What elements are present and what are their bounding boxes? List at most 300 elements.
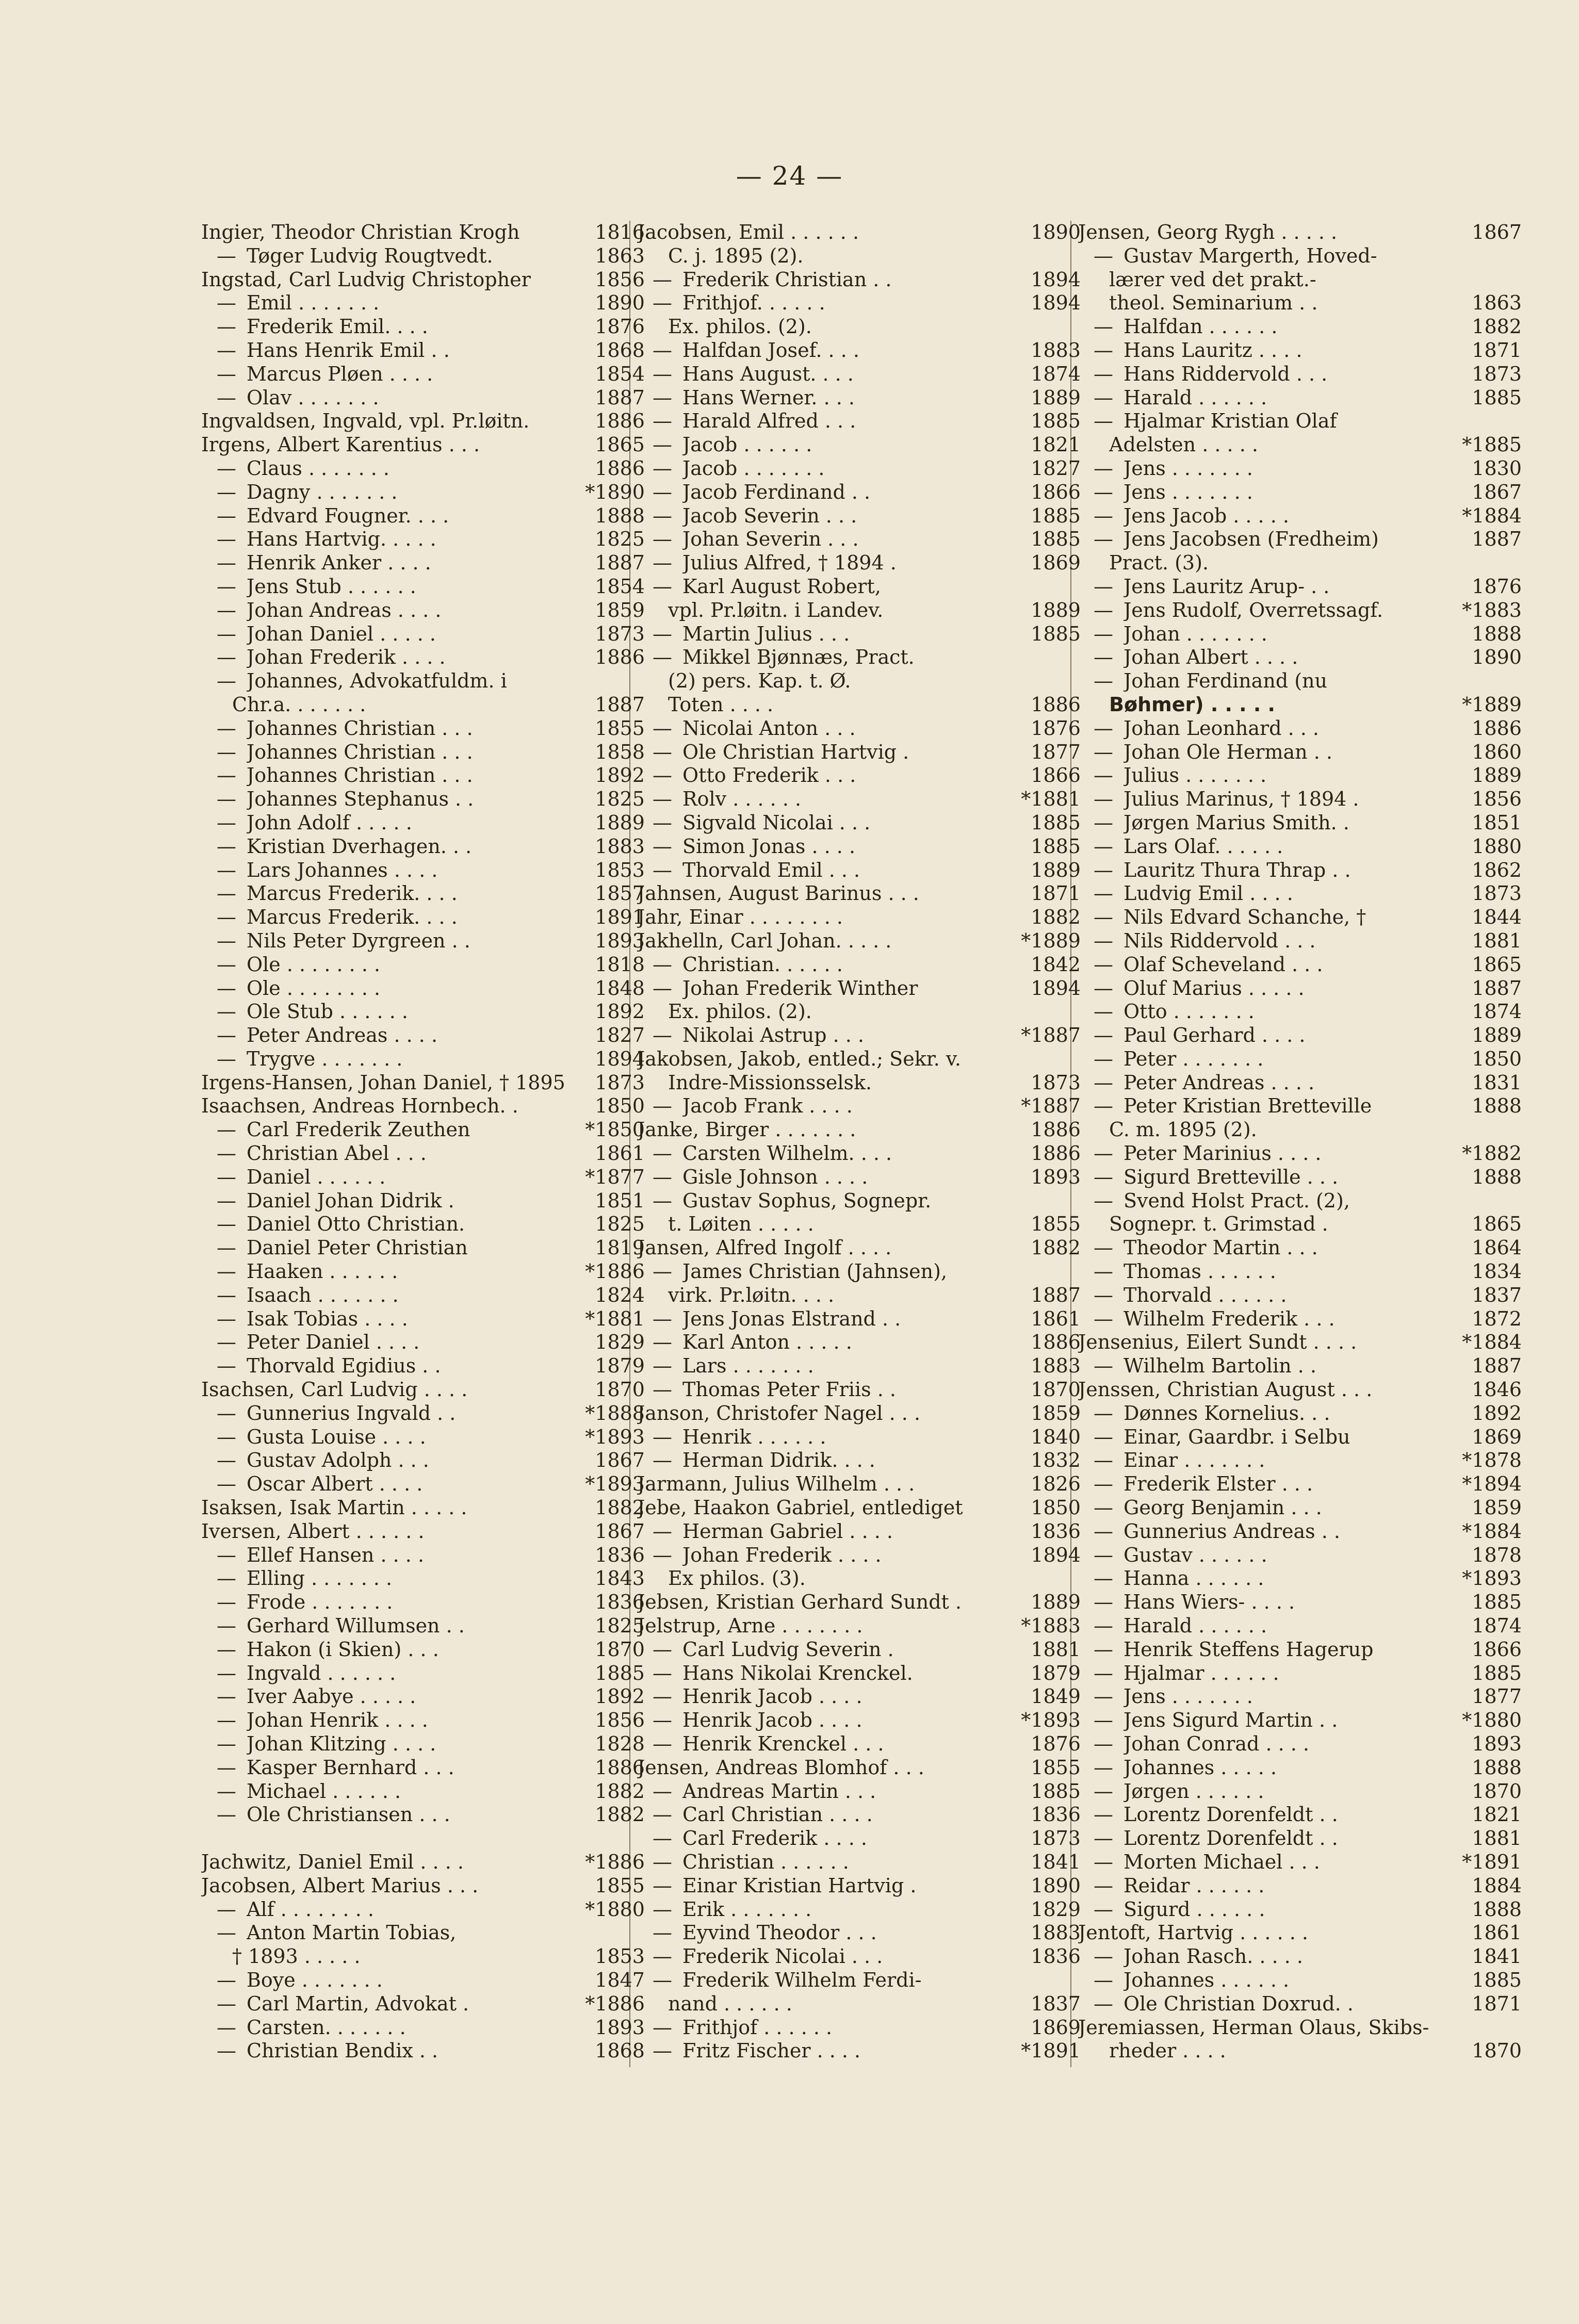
entry-year: 1887 [1472,1354,1522,1378]
entry-name: Jensen, Andreas Blomhof . . . [637,1756,924,1779]
entry-name: Jens Sigurd Martin . . [1124,1709,1338,1732]
ditto-dash: — [653,1024,672,1047]
entry-year: 1825 [595,528,645,551]
ditto-dash: — [1094,1425,1113,1448]
ditto-dash: — [1094,740,1113,763]
entry-year: 1894 [1031,976,1081,1000]
entry-name: James Christian (Jahnsen), [682,1260,948,1283]
entry-name: Johan Frederik . . . . [247,646,446,669]
register-entry [1078,410,1522,433]
ditto-dash: — [217,551,236,575]
ditto-dash: — [217,858,236,881]
entry-name: C. j. 1895 (2). [668,244,804,267]
register-entry [201,764,645,788]
register-entry [1078,1307,1522,1331]
ditto-dash: — [1094,1000,1113,1023]
entry-name: Ole Christiansen . . . [247,1803,450,1826]
entry-year: 1894 [595,1047,645,1070]
entry-name: Chr.a. . . . . . . [232,693,366,716]
entry-name: Trygve . . . . . . . [247,1047,403,1070]
register-entry [201,646,645,669]
register-entry [201,882,645,906]
entry-year: 1850 [1472,1047,1522,1070]
entry-name: C. m. 1895 (2). [1109,1118,1257,1141]
column-1 [201,221,645,2063]
register-entry [1109,268,1522,292]
register-entry [201,481,645,504]
register-entry [201,1426,645,1449]
entry-year: 1890 [1472,646,1522,669]
entry-name: Ole Christian Doxrud. . [1124,1992,1354,2015]
register-entry [1078,1189,1522,1213]
ditto-dash: — [217,1331,236,1354]
register-entry [637,1520,1081,1544]
register-entry [201,1567,645,1591]
ditto-dash: — [217,338,236,362]
entry-name: Erik . . . . . . . [682,1897,812,1921]
ditto-dash: — [1094,882,1113,905]
entry-name: Jens . . . . . . . [1124,456,1253,480]
entry-year: 1889 [1031,858,1081,881]
register-entry [1078,315,1522,339]
register-entry [201,1685,645,1709]
entry-name: Hans Werner. . . . [682,386,855,409]
entry-year: 1867 [1472,480,1522,503]
entry-year: 1883 [1031,338,1081,362]
entry-year: 1830 [1472,456,1522,480]
ditto-dash: — [1094,1024,1113,1047]
entry-year: 1881 [1472,929,1522,952]
entry-year: *1893 [1462,1567,1522,1590]
entry-name: Daniel Peter Christian [247,1236,468,1259]
ditto-dash: — [1094,1803,1113,1826]
entry-name: Jeremiassen, Herman Olaus, Skibs- [1078,2016,1429,2039]
register-entry [201,1284,645,1307]
register-entry [1078,1094,1522,1118]
entry-name: Frederik Elster . . . [1124,1472,1313,1496]
register-entry [1078,1000,1522,1024]
ditto-dash: — [217,1283,236,1306]
entry-name: Dagny . . . . . . . [247,480,398,503]
register-entry [1078,882,1522,906]
register-entry [201,1803,645,1827]
ditto-dash: — [1094,1709,1113,1732]
register-entry [637,1732,1081,1756]
entry-name: Isaachsen, Andreas Hornbech. . [201,1094,518,1118]
entry-name: Johan Albert . . . . [1124,646,1298,669]
entry-name: Jelstrup, Arne . . . . . . . [637,1614,863,1638]
ditto-dash: — [217,1591,236,1614]
entry-name: Kasper Bernhard . . . [247,1756,454,1779]
register-entry [1078,1945,1522,1969]
entry-year: *1889 [1462,693,1522,716]
register-entry [1078,788,1522,811]
entry-name: Jensen, Georg Rygh . . . . . [1078,221,1338,243]
ditto-dash: — [217,1047,236,1070]
ditto-dash: — [1094,1685,1113,1708]
ditto-dash: — [1094,1732,1113,1755]
entry-name: Jarmann, Julius Wilhelm . . . [637,1472,915,1496]
entry-year: 1850 [595,1094,645,1118]
register-entry [637,906,1081,929]
entry-year: 1888 [1472,1897,1522,1921]
register-entry [637,433,1081,457]
ditto-dash: — [217,882,236,905]
ditto-dash: — [1094,598,1113,621]
ditto-dash: — [217,2039,236,2063]
ditto-dash: — [217,504,236,527]
register-entry [637,1449,1081,1472]
register-entry [637,1166,1081,1189]
ditto-dash: — [217,1921,236,1944]
entry-year: 1882 [1031,906,1081,929]
entry-year: 1870 [595,1638,645,1661]
ditto-dash: — [653,338,672,362]
entry-name: Janson, Christofer Nagel . . . [637,1401,921,1425]
entry-name: theol. Seminarium . . [1109,291,1318,315]
register-entry [201,1213,645,1236]
register-entry [201,1166,645,1189]
ditto-dash: — [217,906,236,929]
entry-year: 1836 [1031,1945,1081,1968]
entry-year: 1836 [595,1543,645,1566]
ditto-dash: — [217,929,236,952]
register-entry [637,1780,1081,1804]
entry-name: Theodor Martin . . . [1124,1236,1318,1259]
entry-name: Jens Jonas Elstrand . . [682,1307,901,1330]
entry-year: 1855 [595,716,645,740]
entry-year: 1873 [595,622,645,645]
register-entry [668,1071,1081,1095]
register-entry [637,717,1081,741]
entry-year: 1887 [595,551,645,575]
ditto-dash: — [653,1519,672,1543]
register-entry [201,504,645,528]
entry-name: Irgens, Albert Karentius . . . [201,433,480,456]
entry-year: 1862 [1472,858,1522,881]
entry-name: Gunnerius Ingvald . . [247,1401,456,1425]
entry-name: Johan Severin . . . [682,528,859,551]
entry-name: Andreas Martin . . . [682,1779,876,1803]
entry-name: Christian . . . . . . [682,1850,849,1873]
entry-year: *1885 [1462,433,1522,456]
entry-year: 1861 [595,1142,645,1165]
entry-year: 1891 [595,906,645,929]
entry-year: 1889 [1472,764,1522,787]
register-entry [1078,977,1522,1001]
entry-name: Alf . . . . . . . . [247,1897,374,1921]
entry-name: Fritz Fischer . . . . [682,2039,861,2063]
entry-year: 1873 [1472,882,1522,905]
ditto-dash: — [217,1236,236,1259]
ditto-dash: — [217,834,236,858]
entry-name: Otto . . . . . . . [1124,1000,1255,1023]
register-entry [201,1331,645,1354]
entry-year: 1829 [595,1331,645,1354]
register-entry [201,1354,645,1378]
entry-name: Elling . . . . . . . [247,1567,393,1590]
entry-year: 1890 [595,291,645,315]
entry-name: Jacob Ferdinand . . [682,480,871,503]
entry-name: Olaf Scheveland . . . [1124,953,1323,976]
register-entry [201,859,645,882]
entry-year: 1888 [1472,1094,1522,1118]
ditto-dash: — [653,1307,672,1330]
register-entry [201,1449,645,1472]
entry-year: 1870 [1472,2039,1522,2063]
ditto-dash: — [217,1803,236,1826]
entry-name: Einar, Gaardbr. i Selbu [1124,1425,1350,1448]
entry-name: Jachwitz, Daniel Emil . . . . [201,1850,464,1873]
entry-name: Hans Henrik Emil . . [247,338,450,362]
register-entry [1078,1851,1522,1874]
ditto-dash: — [217,480,236,503]
entry-year: 1887 [595,386,645,409]
register-entry [637,1189,1081,1213]
register-entry [201,788,645,811]
entry-year: 1876 [1472,575,1522,598]
entry-year: *1850 [585,1118,645,1141]
register-entry [637,1118,1081,1142]
entry-year: 1888 [1472,1756,1522,1779]
entry-year: 1840 [1031,1425,1081,1448]
register-entry [1078,1732,1522,1756]
entry-year: 1871 [1472,1992,1522,2015]
ditto-dash: — [217,1401,236,1425]
ditto-dash: — [653,1850,672,1873]
entry-name: Johan Andreas . . . . [247,598,442,621]
entry-year: 1885 [1472,1968,1522,1991]
entry-name: Ex. philos. (2). [668,1000,812,1023]
entry-year: 1869 [1031,551,1081,575]
ditto-dash: — [1094,575,1113,598]
entry-name: Ingstad, Carl Ludvig Christopher [201,268,531,291]
ditto-dash: — [1094,244,1113,267]
entry-name: Henrik Jacob . . . . [682,1709,862,1732]
entry-name: Dønnes Kornelius. . . [1124,1401,1330,1425]
ditto-dash: — [653,858,672,881]
register-entry [201,1260,645,1284]
entry-year: 1873 [595,1071,645,1094]
entry-name: Carl Frederik Zeuthen [247,1118,470,1141]
register-entry [637,2039,1081,2063]
entry-name: Karl Anton . . . . . [682,1331,852,1354]
ditto-dash: — [217,1213,236,1236]
ditto-dash: — [653,1685,672,1708]
register-entry [1109,2039,1522,2063]
register-entry [201,1496,645,1520]
entry-name: Hjalmar . . . . . . [1124,1661,1279,1684]
entry-name: Anton Martin Tobias, [247,1921,457,1944]
ditto-dash: — [217,740,236,763]
entry-year: *1893 [585,1472,645,1496]
ditto-dash: — [653,1638,672,1661]
register-entry [201,1732,645,1756]
register-entry [637,1662,1081,1685]
entry-year: 1886 [1031,693,1081,716]
ditto-dash: — [1094,338,1113,362]
entry-year: 1841 [1031,1850,1081,1873]
register-entry [1078,835,1522,859]
ditto-dash: — [1094,646,1113,669]
entry-name: Paul Gerhard . . . . [1124,1024,1306,1047]
register-entry [637,551,1081,575]
entry-year: 1885 [1031,1779,1081,1803]
entry-year: *1884 [1462,1331,1522,1354]
register-entry [1078,575,1522,599]
register-entry [201,1048,645,1071]
entry-year: 1885 [1031,811,1081,834]
register-entry [1078,1142,1522,1166]
entry-name: Hjalmar Kristian Olaf [1124,410,1337,433]
register-entry [637,363,1081,386]
register-entry [637,528,1081,551]
register-entry [668,1000,1081,1024]
entry-year: 1844 [1472,906,1522,929]
entry-year: 1865 [1472,1213,1522,1236]
ditto-dash: — [1094,1236,1113,1259]
entry-name: Johannes . . . . . . [1124,1968,1290,1991]
entry-name: Johan Frederik . . . . [682,1543,882,1566]
entry-name: Halfdan Josef. . . . [682,338,859,362]
entry-year: *1878 [1462,1449,1522,1472]
entry-year: 1855 [595,1874,645,1897]
entry-name: Jacob Severin . . . [682,504,857,527]
entry-name: Christian. . . . . . [682,953,843,976]
register-entry [201,599,645,623]
ditto-dash: — [653,480,672,503]
entry-name: Johan Ole Herman . . [1124,740,1332,763]
entry-name: Harald . . . . . . [1124,386,1267,409]
entry-name: Einar Kristian Hartvig . [682,1874,917,1897]
register-entry [637,2016,1081,2040]
register-entry [201,457,645,481]
register-entry [1078,1354,1522,1378]
entry-name: Svend Holst Pract. (2), [1124,1189,1350,1212]
register-entry [637,1591,1081,1614]
entry-name: Isachsen, Carl Ludvig . . . . [201,1378,468,1401]
register-entry [637,1354,1081,1378]
entry-year: 1848 [595,976,645,1000]
ditto-dash: — [653,953,672,976]
register-entry [637,1945,1081,1969]
entry-name: Jacobsen, Emil . . . . . . [637,221,859,243]
entry-name: Johan Conrad . . . . [1124,1732,1309,1755]
entry-name: Wilhelm Frederik . . . [1124,1307,1335,1330]
entry-name: † 1893 . . . . . [232,1945,361,1968]
entry-name: Jacob . . . . . . [682,433,812,456]
ditto-dash: — [1094,622,1113,645]
entry-year: 1869 [1031,2016,1081,2039]
entry-year: 1873 [1031,1827,1081,1850]
register-entry [201,1402,645,1426]
entry-year: 1827 [595,1024,645,1047]
register-entry [637,1378,1081,1402]
entry-year: 1821 [1031,433,1081,456]
register-entry [1078,1260,1522,1284]
register-entry [1078,859,1522,882]
ditto-dash: — [653,1354,672,1378]
entry-year: 1841 [1472,1945,1522,1968]
entry-name: Frederik Emil. . . . [247,315,428,338]
entry-year: 1867 [1472,221,1522,243]
entry-name: Ingvald . . . . . . [247,1661,396,1684]
register-entry [637,741,1081,764]
ditto-dash: — [653,811,672,834]
register-entry [201,1591,645,1614]
register-entry [201,929,645,953]
entry-name: Johannes Christian . . . [247,716,473,740]
entry-name: Henrik Jacob . . . . [682,1685,862,1708]
register-entry [637,646,1081,669]
entry-year: 1870 [1031,1378,1081,1401]
entry-year: *1883 [1462,598,1522,621]
register-entry [1078,623,1522,646]
entry-year: 1892 [595,764,645,787]
entry-name: nand . . . . . . [668,1992,792,2015]
ditto-dash: — [1094,764,1113,787]
ditto-dash: — [217,976,236,1000]
ditto-dash: — [217,1897,236,1921]
entry-year: *1884 [1462,1519,1522,1543]
entry-year: 1863 [595,244,645,267]
ditto-dash: — [653,1803,672,1826]
register-entry [1078,646,1522,669]
register-entry [668,244,1081,268]
entry-year: 1824 [595,1283,645,1306]
entry-name: Jens Stub . . . . . . [247,575,416,598]
entry-year: 1819 [595,1236,645,1259]
ditto-dash: — [217,811,236,834]
ditto-dash: — [217,1709,236,1732]
entry-year: 1876 [1031,716,1081,740]
entry-year: 1885 [1031,528,1081,551]
register-entry [1078,1780,1522,1804]
ditto-dash: — [217,1968,236,1991]
ditto-dash: — [1094,1283,1113,1306]
register-entry [637,1851,1081,1874]
register-entry [637,268,1081,292]
entry-name: Johannes Stephanus . . [247,788,474,811]
entry-name: Peter Andreas . . . . [247,1024,438,1047]
entry-name: Daniel Johan Didrik . [247,1189,454,1212]
entry-year: 1885 [1031,834,1081,858]
entry-year: 1888 [595,504,645,527]
ditto-dash: — [653,456,672,480]
entry-year: 1855 [1031,1756,1081,1779]
entry-name: Marcus Pløen . . . . [247,362,433,385]
ditto-dash: — [1094,1614,1113,1638]
entry-year: 1867 [595,1449,645,1472]
entry-name: Gusta Louise . . . . [247,1425,426,1448]
register-entry [1078,221,1522,244]
ditto-dash: — [653,1165,672,1188]
entry-name: Irgens-Hansen, Johan Daniel, † 1895 [201,1071,565,1094]
ditto-dash: — [653,1331,672,1354]
register-entry [1078,1709,1522,1732]
register-entry [201,1898,645,1922]
ditto-dash: — [653,1945,672,1968]
entry-name: Hanna . . . . . . [1124,1567,1264,1590]
entry-name: Henrik Anker . . . . [247,551,431,575]
register-entry [637,575,1081,599]
entry-name: Adelsten . . . . . [1109,433,1258,456]
ditto-dash: — [1094,456,1113,480]
entry-year: *1890 [585,480,645,503]
register-entry [201,1142,645,1166]
ditto-dash: — [217,1165,236,1188]
ditto-dash: — [217,1354,236,1378]
